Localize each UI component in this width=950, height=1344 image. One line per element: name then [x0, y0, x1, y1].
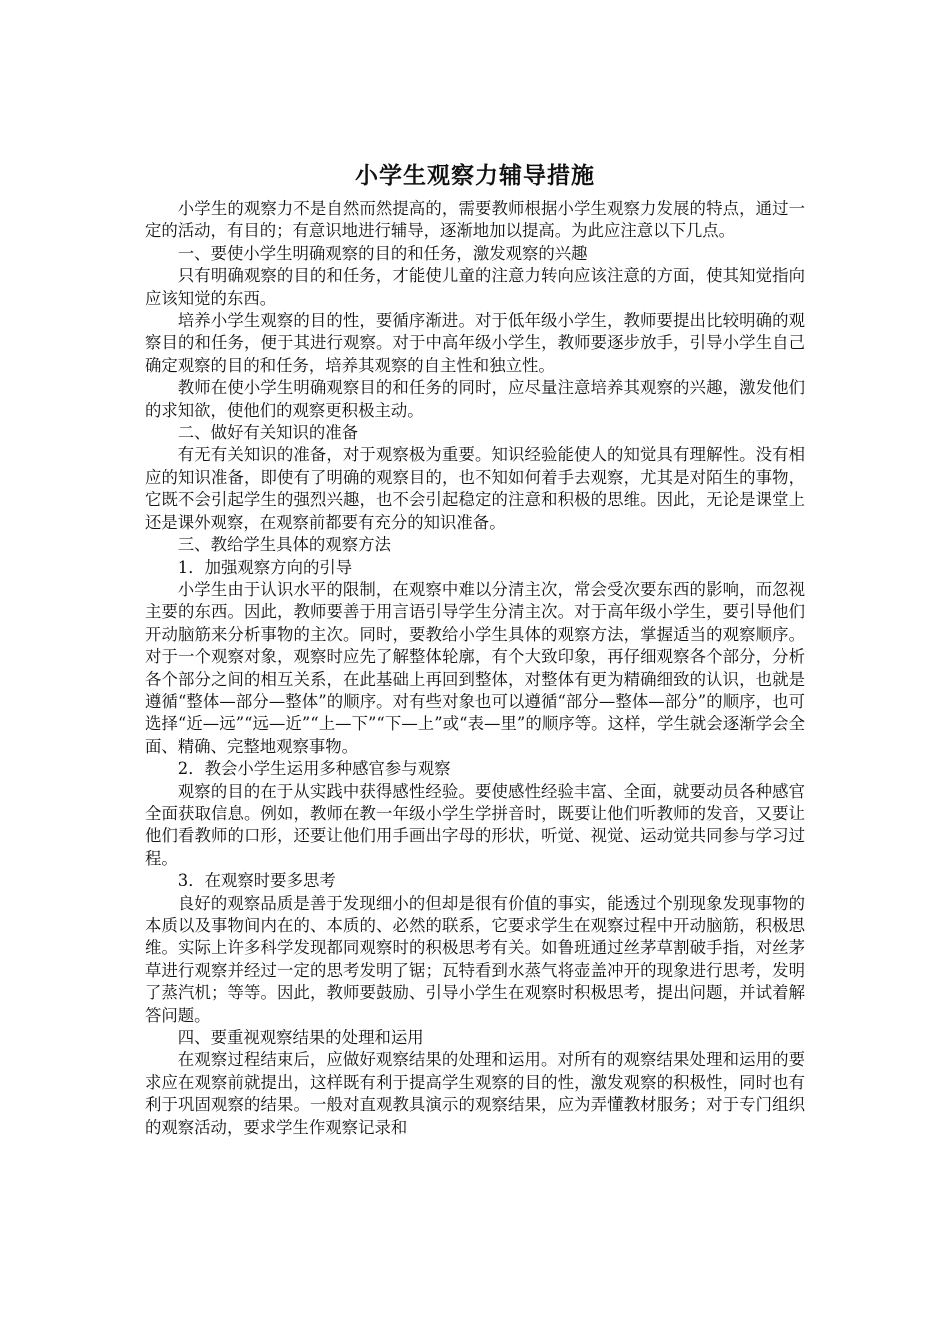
- subsection-heading-2: 2．教会小学生运用多种感官参与观察: [177, 759, 451, 779]
- body-paragraph: 观察的目的在于从实践中获得感性经验。要使感性经验丰富、全面，就要动员各种感官全面获取信息。例如，教师在教一年级小学生学拼音时，既要让他们听教师的发音，又要让他们看教师的口形，还要让他们用手画出字母的形状，听觉、视觉、运动觉共同参与学习过程。: [145, 781, 805, 868]
- body-paragraph: 培养小学生观察的目的性，要循序渐进。对于低年级小学生，教师要提出比较明确的观察目的和任务，便于其进行观察。对于中高年级小学生，教师要逐步放手，引导小学生自己确定观察的目的和任务，培养其观察的自主性和独立性。: [145, 311, 805, 375]
- body-paragraph: 教师在使小学生明确观察目的和任务的同时，应尽量注意培养其观察的兴趣，激发他们的求知欲，使他们的观察更积极主动。: [145, 378, 805, 420]
- body-paragraph: 只有明确观察的目的和任务，才能使儿童的注意力转向应该注意的方面，使其知觉指向应该知觉的东西。: [145, 266, 805, 308]
- section-heading-3: 三、教给学生具体的观察方法: [177, 535, 391, 555]
- intro-paragraph: 小学生的观察力不是自然而然提高的，需要教师根据小学生观察力发展的特点，通过一定的活动，有目的；有意识地进行辅导，逐渐地加以提高。为此应注意以下几点。: [145, 199, 805, 241]
- document-title: 小学生观察力辅导措施: [355, 162, 595, 189]
- body-paragraph: 良好的观察品质是善于发现细小的但却是很有价值的事实，能透过个别现象发现事物的本质以及事物间内在的、本质的、必然的联系，它要求学生在观察过程中开动脑筋，积极思维。实际上许多科学发现都同观察时的积极思考有关。如鲁班通过丝茅草割破手指，对丝茅草进行观察并经过一定的思考发明了锯；瓦特看到水蒸气将壶盖冲开的现象进行思考，发明了蒸汽机；等等。因此，教师要鼓励、引导小学生在观察时积极思考，提出问题，并试着解答问题。: [145, 893, 805, 1025]
- document-page: [145, 158, 805, 1139]
- section-heading-4: 四、要重视观察结果的处理和运用: [177, 1028, 424, 1048]
- subsection-heading-1: 1．加强观察方向的引导: [177, 557, 353, 577]
- body-paragraph: 小学生由于认识水平的限制，在观察中难以分清主次，常会受次要东西的影响，而忽视主要的东西。因此，教师要善于用言语引导学生分清主次。对于高年级小学生，要引导他们开动脑筋来分析事物的主次。同时，要教给小学生具体的观察方法，掌握适当的观察顺序。对于一个观察对象，观察时应先了解整体轮廓，有个大致印象，再仔细观察各个部分，分析各个部分之间的相互关系，在此基础上再回到整体，对整体有更为精确细致的认识，也就是遵循“整体—部分—整体”的顺序。对有些对象也可以遵循“部分—整体—部分”的顺序，也可选择“近—远”“远—近”“上—下”“下—上”或“表—里”的顺序等。这样，学生就会逐渐学会全面、精确、完整地观察事物。: [145, 579, 805, 756]
- section-heading-2: 二、做好有关知识的准备: [177, 423, 359, 443]
- body-paragraph: 在观察过程结束后，应做好观察结果的处理和运用。对所有的观察结果处理和运用的要求应在观察前就提出，这样既有利于提高学生观察的目的性，激发观察的积极性，同时也有利于巩固观察的结果。一般对直观教具演示的观察结果，应为弄懂教材服务；对于专门组织的观察活动，要求学生作观察记录和: [145, 1050, 805, 1137]
- body-paragraph: 有无有关知识的准备，对于观察极为重要。知识经验能使人的知觉具有理解性。没有相应的知识准备，即使有了明确的观察目的，也不知如何着手去观察，尤其是对陌生的事物，它既不会引起学生的强烈兴趣，也不会引起稳定的注意和积极的思维。因此，无论是课堂上还是课外观察，在观察前都要有充分的知识准备。: [145, 445, 805, 532]
- subsection-heading-3: 3．在观察时要多思考: [177, 871, 336, 891]
- section-heading-1: 一、要使小学生明确观察的目的和任务，激发观察的兴趣: [177, 243, 588, 263]
